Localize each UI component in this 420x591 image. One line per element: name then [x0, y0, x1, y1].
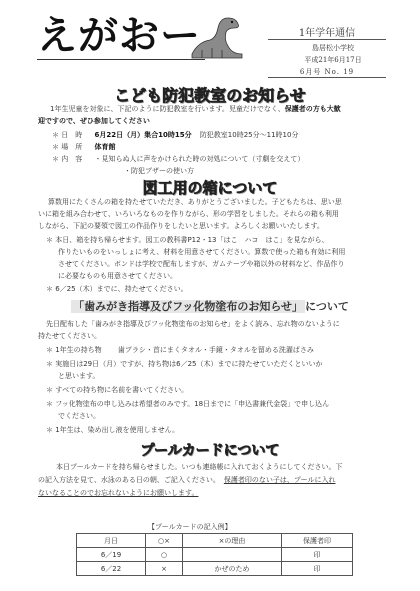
issue-date: 平成21年6月17日 [304, 56, 362, 64]
newsletter-name: 1年学年通信 [268, 24, 386, 40]
items-value: 歯ブラシ・首にまくタオル・手鏡・タオルを留める洗濯ばさみ [117, 346, 314, 354]
pool-para-1: 本日プールカードを持ち帰らせました。いつも連絡帳に入れておくようにしてください。下 [56, 463, 343, 471]
fluoride-note-2a: ＊ 実施日は29日（月）ですが、持ち物は6／25（木）までに持たせていただくといいか [46, 360, 323, 368]
event-content-1: ・見知らぬ人に声をかけられた時の対処について（寸劇を交えて） [94, 155, 305, 163]
table-cell: ○× [146, 534, 183, 548]
art-note-1b: 作りたいものをいっしょに考え、材料を用意させてください。算数で使った箱も有効に利用 [58, 248, 346, 256]
event-content-row [52, 153, 304, 165]
logo-text: えがおー [37, 13, 201, 59]
pool-para-3: ないなることのでお忘れないようにお願いします。 [38, 489, 199, 497]
pool-card-example-table [76, 533, 353, 576]
fluoride-note-3: ＊ すべての持ち物に名前を書いてください。 [46, 386, 189, 394]
table-cell: 印 [282, 548, 353, 562]
art-note-1a: ＊ 本日、箱を持ち帰らせます。図工の教科書P12・13「はこ ハコ はこ」を見ながら、 [46, 236, 329, 244]
table-row [77, 548, 353, 562]
intro-bold: 保護者の方も大歓 [284, 105, 341, 113]
fluoride-para-1: 先日配布した「歯みがき指導及びフッ化物塗布のお知らせ」をよく読み、忘れ物のないように [46, 320, 340, 328]
fluoride-title-suffix: について [305, 300, 349, 313]
fluoride-note-4b: でください。 [58, 412, 100, 420]
art-note-1c: させてください。ボンドは学校で配布しますが、ガムテープや箱以外の材料など、作品作り [58, 260, 345, 268]
fluoride-para-2: 持たせてください。 [38, 332, 101, 340]
pool-para-2 [38, 474, 336, 486]
table-cell: 6／19 [77, 548, 146, 562]
intro-line-2: 迎ですので、ぜひ参加してください [38, 117, 150, 125]
logo-underline [37, 59, 205, 60]
event-time-detail: 防犯教室10時25分～11時10分 [199, 131, 299, 139]
issue-number: 6月号 No. 19 [268, 67, 386, 78]
table-cell: × [146, 562, 183, 576]
table-cell [183, 548, 282, 562]
table-cell: 保護者印 [282, 534, 353, 548]
event-place-label: ＊ 場 所 [52, 143, 83, 151]
intro-text: 1年生児童を対象に、下記のように防犯教室を行います。児童だけでなく、 [50, 105, 285, 113]
table-cell: かぜのため [183, 562, 282, 576]
fluoride-note-2b: と思います。 [58, 372, 100, 380]
newsletter-logo [37, 12, 201, 60]
event-content-label: ＊ 内 容 [52, 155, 83, 163]
event-date-label: ＊ 日 時 [52, 131, 83, 139]
section-title-art-box: 図工用の箱について [142, 179, 278, 197]
section-title-crime-prevention: こども防犯教室のお知らせ [114, 86, 306, 105]
art-para-2: いに箱を組み合わせて、いろいろなものを作りながら、形の学習をしました。それらの箱も利用 [38, 210, 339, 218]
fluoride-items-row [46, 344, 314, 356]
school-name: 島居松小学校 [312, 44, 354, 52]
table-cell: 月日 [77, 534, 146, 548]
table-cell: 印 [282, 562, 353, 576]
event-content-2: ・防犯ブザーの使い方 [124, 167, 194, 175]
table-row [77, 562, 353, 576]
fluoride-note-4a: ＊ フッ化物塗布の申し込みは希望者のみです。18日までに「申込書兼代金袋」で申し込ん [46, 400, 330, 408]
intro-line [50, 103, 341, 115]
art-para-3: しながら、下記の要領で図工の作品作りをしたいと思います。よろしくお願いいたします。 [38, 222, 324, 230]
table-cell: 6／22 [77, 562, 146, 576]
pool-table-caption: 【プールカードの記入例】 [148, 523, 232, 531]
pool-para-2-underline: 保護者印のない子は、プールに入れ [223, 476, 336, 484]
fluoride-title-main: 「歯みがき指導及びフッ化物塗布のお知らせ」 [73, 300, 304, 313]
art-note-1d: に必要なものも用意させてください。 [58, 272, 177, 280]
items-label: ＊ 1年生の持ち物 [46, 346, 102, 354]
dinosaur-icon [188, 14, 246, 60]
pool-para-2-text: の記入方法を見て、水泳のある日の朝、ご記入ください。 [38, 476, 220, 484]
art-para-1: 算数用にたくさんの箱を持たせていただき、ありがとうございました。子どもたちは、思い思 [48, 198, 342, 206]
event-place-row [52, 141, 115, 153]
art-note-2: ＊ 6／25（木）までに、持たせてください。 [46, 285, 188, 293]
event-date-row [52, 129, 298, 141]
event-place-value: 体育館 [94, 143, 116, 151]
event-date-value: 6月22日（月）集合10時15分 [94, 131, 192, 139]
section-title-fluoride [0, 298, 420, 314]
section-title-pool-card: プールカードについて [140, 443, 280, 459]
table-cell: ×の理由 [183, 534, 282, 548]
table-cell: ○ [146, 548, 183, 562]
fluoride-note-5: ＊ 1年生は、染め出し液を使用しません。 [46, 426, 180, 434]
table-row [77, 534, 353, 548]
